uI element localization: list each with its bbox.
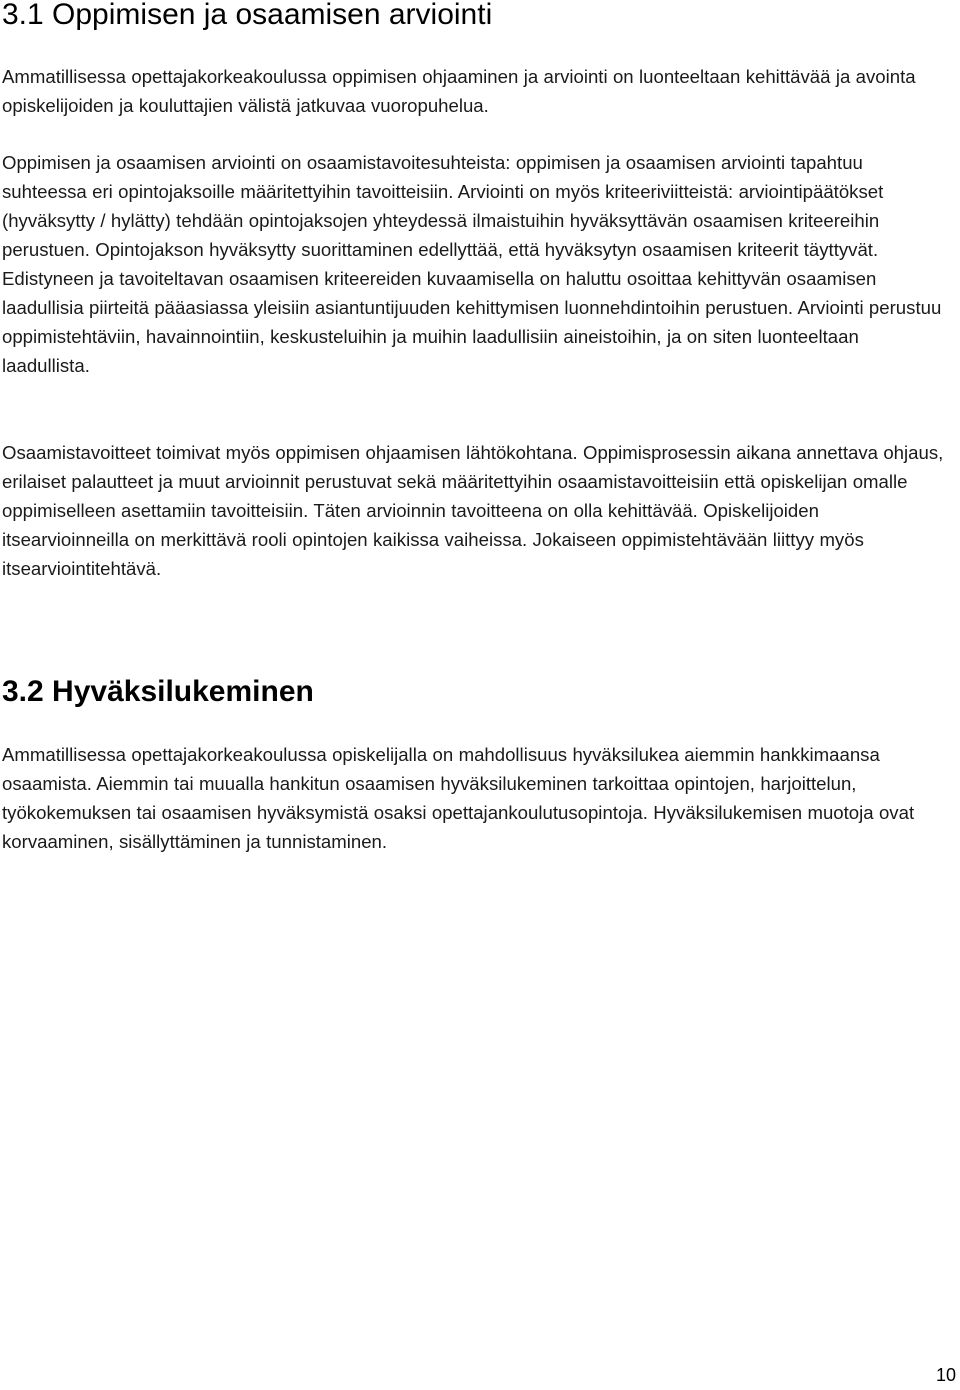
page-number: 10 — [935, 1365, 956, 1385]
paragraph: Ammatillisessa opettajakorkeakoulussa oppimisen ohjaaminen ja arviointi on luonteeltaan kehittävää ja avointa opiskelijoiden ja kouluttajien välistä jatkuvaa vuoropuhelua. — [2, 66, 916, 116]
paragraph: Ammatillisessa opettajakorkeakoulussa opiskelijalla on mahdollisuus hyväksilukea aiemmin hankkimaansa osaamista. Aiemmin tai muualla hankitun osaamisen hyväksilukeminen tarkoittaa opintojen, harjoittelun, työkokemuksen tai osaamisen hyväksymistä osaksi opettajankoulutusopintoja. Hyväksilukemisen muotoja ovat korvaaminen, sisällyttäminen ja tunnistaminen. — [2, 744, 915, 852]
paragraph: Oppimisen ja osaamisen arviointi on osaamistavoitesuhteista: oppimisen ja osaamisen arviointi tapahtuu suhteessa eri opintojaksoille määritettyihin tavoitteisiin. Arviointi on myös kriteeriviitteistä: arviointipäätökset (hyväksytty / hylätty) tehdään opintojaksojen yhteydessä ilmaistuihin hyväksyttävän osaamisen kriteereihin perustuen. Opintojakson hyväksytty suorittaminen edellyttää, että hyväksytyn osaamisen kriteerit täyttyvät. Edistyneen ja tavoiteltavan osaamisen kriteereiden kuvaamisella on haluttu osoittaa kehittyvän osaamisen laadullisia piirteitä pääasiassa yleisiin asiantuntijuuden kehittymisen luonnehdintoihin perustuen. Arviointi perustuu oppimistehtäviin, havainnointiin, keskusteluihin ja muihin laadullisiin aineistoihin, ja on siten luonteeltaan laadullista. — [2, 152, 942, 376]
section-heading-recognition: 3.2 Hyväksilukeminen — [2, 675, 314, 708]
section-heading-assessment: 3.1 Oppimisen ja osaamisen arviointi — [2, 0, 493, 31]
paragraph: Osaamistavoitteet toimivat myös oppimisen ohjaamisen lähtökohtana. Oppimisprosessin aikana annettava ohjaus, erilaiset palautteet ja muut arvioinnit perustuvat sekä määritettyihin osaamistavoitteisiin että opiskelijan omalle oppimiselleen asettamiin tavoitteisiin. Täten arvioinnin tavoitteena on olla kehittävää. Opiskelijoiden itsearvioinneilla on merkittävä rooli opintojen kaikissa vaiheissa. Jokaiseen oppimistehtävään liittyy myös itsearviointitehtävä. — [2, 442, 944, 579]
